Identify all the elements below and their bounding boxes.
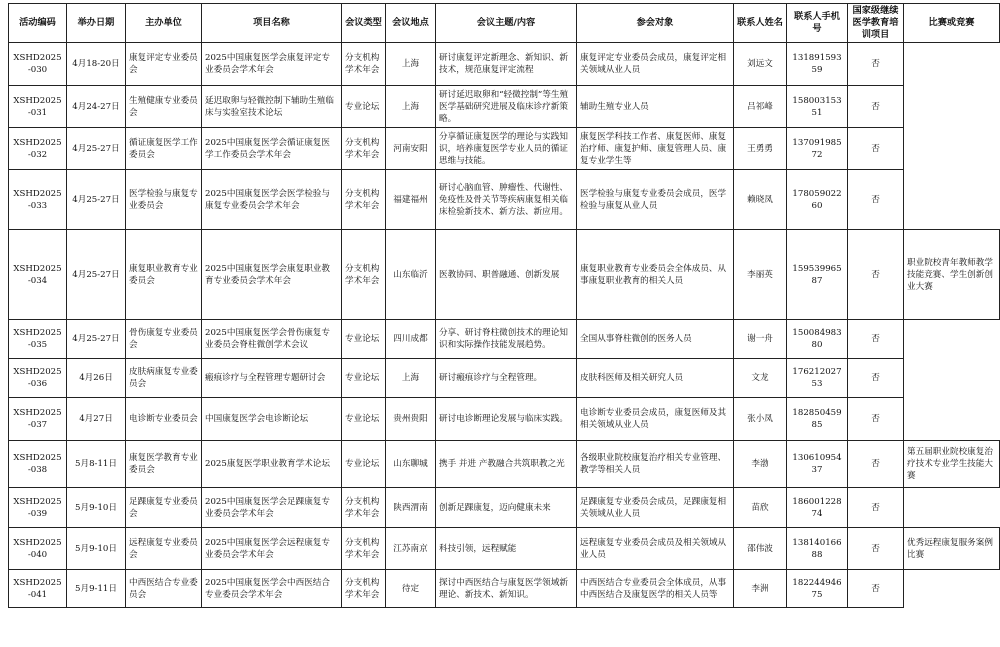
cell-org: 生殖健康专业委员会 [126, 86, 202, 128]
cell-cme: 否 [848, 230, 904, 320]
header-audience: 参会对象 [577, 4, 734, 43]
cell-contact: 苗欣 [734, 488, 787, 528]
cell-org: 中西医结合专业委员会 [126, 570, 202, 608]
cell-date: 4月25-27日 [67, 320, 126, 359]
cell-contact: 谢一舟 [734, 320, 787, 359]
cell-phone: 18600122874 [787, 488, 848, 528]
cell-org: 康复职业教育专业委员会 [126, 230, 202, 320]
cell-contact: 李洲 [734, 570, 787, 608]
cell-cme: 否 [848, 488, 904, 528]
cell-org: 骨伤康复专业委员会 [126, 320, 202, 359]
cell-audience: 辅助生殖专业人员 [577, 86, 734, 128]
cell-contest [904, 128, 1000, 170]
cell-cme: 否 [848, 320, 904, 359]
cell-cme: 否 [848, 170, 904, 230]
cell-type: 专业论坛 [342, 398, 386, 441]
table-row [9, 441, 1000, 488]
cell-code: XSHD2025-039 [9, 488, 67, 528]
header-theme: 会议主题/内容 [436, 4, 577, 43]
document-page [8, 3, 999, 608]
header-org: 主办单位 [126, 4, 202, 43]
cell-contact: 李渤 [734, 441, 787, 488]
cell-org: 足踝康复专业委员会 [126, 488, 202, 528]
cell-phone: 15008498380 [787, 320, 848, 359]
cell-audience: 足踝康复专业委员会成员，足踝康复相关领域从业人员 [577, 488, 734, 528]
cell-phone: 15953996587 [787, 230, 848, 320]
cell-org: 皮肤病康复专业委员会 [126, 359, 202, 398]
cell-type: 分支机构学术年会 [342, 488, 386, 528]
cell-date: 4月26日 [67, 359, 126, 398]
header-cme: 国家级继续医学教育培训项目 [848, 4, 904, 43]
cell-contest: 第五届职业院校康复治疗技术专业学生技能大赛 [904, 441, 1000, 488]
cell-code: XSHD2025-034 [9, 230, 67, 320]
cell-phone: 13709198572 [787, 128, 848, 170]
header-place: 会议地点 [386, 4, 436, 43]
cell-cme: 否 [848, 359, 904, 398]
cell-name: 中国康复医学会电诊断论坛 [202, 398, 342, 441]
cell-theme: 研讨电诊断理论发展与临床实践。 [436, 398, 577, 441]
cell-type: 专业论坛 [342, 86, 386, 128]
cell-contest [904, 320, 1000, 359]
cell-date: 4月24-27日 [67, 86, 126, 128]
cell-place: 贵州贵阳 [386, 398, 436, 441]
header-date: 举办日期 [67, 4, 126, 43]
cell-contest: 职业院校青年教师教学技能竞赛、学生创新创业大赛 [904, 230, 1000, 320]
table-row [9, 128, 1000, 170]
cell-theme: 分享循证康复医学的理论与实践知识，培养康复医学专业人员的循证思维与技能。 [436, 128, 577, 170]
header-row [9, 4, 1000, 43]
table-row [9, 43, 1000, 86]
cell-date: 4月25-27日 [67, 230, 126, 320]
cell-name: 2025中国康复医学会康复评定专业委员会学术年会 [202, 43, 342, 86]
table-row [9, 86, 1000, 128]
cell-place: 山东临沂 [386, 230, 436, 320]
cell-date: 4月27日 [67, 398, 126, 441]
cell-phone: 18285045985 [787, 398, 848, 441]
cell-name: 2025中国康复医学会中西医结合专业委员会学术年会 [202, 570, 342, 608]
cell-org: 康复医学教育专业委员会 [126, 441, 202, 488]
cell-audience: 康复评定专业委员会成员，康复评定相关领域从业人员 [577, 43, 734, 86]
cell-date: 5月9-10日 [67, 488, 126, 528]
cell-contest [904, 359, 1000, 398]
cell-phone: 13189159359 [787, 43, 848, 86]
table-row [9, 359, 1000, 398]
cell-type: 专业论坛 [342, 320, 386, 359]
cell-org: 电诊断专业委员会 [126, 398, 202, 441]
cell-contest [904, 43, 1000, 86]
cell-cme: 否 [848, 528, 904, 570]
cell-audience: 中西医结合专业委员会全体成员，从事中西医结合及康复医学的相关人员等 [577, 570, 734, 608]
cell-code: XSHD2025-036 [9, 359, 67, 398]
cell-place: 福建福州 [386, 170, 436, 230]
header-code: 活动编码 [9, 4, 67, 43]
cell-name: 2025中国康复医学会医学检验与康复专业委员会学术年会 [202, 170, 342, 230]
table-row [9, 320, 1000, 359]
cell-cme: 否 [848, 398, 904, 441]
cell-name: 2025中国康复医学会骨伤康复专业委员会脊柱微创学术会议 [202, 320, 342, 359]
cell-contest [904, 398, 1000, 441]
cell-audience: 全国从事脊柱微创的医务人员 [577, 320, 734, 359]
cell-org: 远程康复专业委员会 [126, 528, 202, 570]
cell-date: 5月9-11日 [67, 570, 126, 608]
cell-contact: 文龙 [734, 359, 787, 398]
cell-contest [904, 170, 1000, 230]
cell-audience: 康复医学科技工作者、康复医师、康复治疗师、康复护师、康复管理人员、康复专业学生等 [577, 128, 734, 170]
cell-code: XSHD2025-041 [9, 570, 67, 608]
cell-theme: 探讨中西医结合与康复医学领域新理论、新技术、新知识。 [436, 570, 577, 608]
cell-place: 四川成都 [386, 320, 436, 359]
cell-code: XSHD2025-040 [9, 528, 67, 570]
cell-theme: 研讨瘢痕诊疗与全程管理。 [436, 359, 577, 398]
cell-code: XSHD2025-038 [9, 441, 67, 488]
table-row [9, 230, 1000, 320]
cell-date: 4月18-20日 [67, 43, 126, 86]
cell-name: 2025中国康复医学会远程康复专业委员会学术年会 [202, 528, 342, 570]
header-type: 会议类型 [342, 4, 386, 43]
cell-name: 延迟取卵与轻微控制下辅助生殖临床与实验室技术论坛 [202, 86, 342, 128]
cell-contest [904, 488, 1000, 528]
cell-theme: 研讨延迟取卵和“轻微控制”等生殖医学基础研究进展及临床诊疗新策略。 [436, 86, 577, 128]
cell-contact: 李丽英 [734, 230, 787, 320]
cell-phone: 15800315351 [787, 86, 848, 128]
cell-audience: 医学检验与康复专业委员会成员，医学检验与康复从业人员 [577, 170, 734, 230]
cell-phone: 13061095437 [787, 441, 848, 488]
cell-contest [904, 570, 1000, 608]
cell-theme: 创新足踝康复，迈向健康未来 [436, 488, 577, 528]
cell-code: XSHD2025-033 [9, 170, 67, 230]
cell-theme: 携手 并进 产教融合共筑职教之光 [436, 441, 577, 488]
cell-code: XSHD2025-030 [9, 43, 67, 86]
cell-org: 医学检验与康复专业委员会 [126, 170, 202, 230]
cell-phone: 17805902260 [787, 170, 848, 230]
cell-phone: 18224494675 [787, 570, 848, 608]
cell-type: 专业论坛 [342, 359, 386, 398]
cell-contact: 吕祁峰 [734, 86, 787, 128]
header-name: 项目名称 [202, 4, 342, 43]
cell-phone: 13814016688 [787, 528, 848, 570]
cell-org: 康复评定专业委员会 [126, 43, 202, 86]
cell-code: XSHD2025-037 [9, 398, 67, 441]
cell-name: 2025康复医学职业教育学术论坛 [202, 441, 342, 488]
cell-name: 2025中国康复医学会循证康复医学工作委员会学术年会 [202, 128, 342, 170]
cell-contact: 邵伟波 [734, 528, 787, 570]
cell-theme: 医教协同、职普融通、创新发展 [436, 230, 577, 320]
cell-code: XSHD2025-031 [9, 86, 67, 128]
cell-theme: 分享、研讨脊柱微创技术的理论知识和实际操作技能发展趋势。 [436, 320, 577, 359]
cell-type: 专业论坛 [342, 441, 386, 488]
cell-place: 山东聊城 [386, 441, 436, 488]
cell-place: 陕西渭南 [386, 488, 436, 528]
cell-contact: 王勇勇 [734, 128, 787, 170]
cell-date: 4月25-27日 [67, 128, 126, 170]
cell-type: 分支机构学术年会 [342, 170, 386, 230]
cell-audience: 康复职业教育专业委员会全体成员、从事康复职业教育的相关人员 [577, 230, 734, 320]
cell-name: 2025中国康复医学会康复职业教育专业委员会学术年会 [202, 230, 342, 320]
cell-theme: 研讨康复评定新理念、新知识、新技术，规范康复评定流程 [436, 43, 577, 86]
cell-type: 分支机构学术年会 [342, 528, 386, 570]
cell-contact: 张小凤 [734, 398, 787, 441]
cell-place: 上海 [386, 86, 436, 128]
cell-contact: 赖晓凤 [734, 170, 787, 230]
cell-place: 江苏南京 [386, 528, 436, 570]
cell-place: 待定 [386, 570, 436, 608]
cell-type: 分支机构学术年会 [342, 230, 386, 320]
cell-theme: 科技引领，远程赋能 [436, 528, 577, 570]
cell-date: 5月9-10日 [67, 528, 126, 570]
cell-audience: 电诊断专业委员会成员，康复医师及其相关领域从业人员 [577, 398, 734, 441]
cell-type: 分支机构学术年会 [342, 43, 386, 86]
cell-code: XSHD2025-032 [9, 128, 67, 170]
cell-place: 上海 [386, 43, 436, 86]
cell-org: 循证康复医学工作委员会 [126, 128, 202, 170]
cell-date: 5月8-11日 [67, 441, 126, 488]
cell-type: 分支机构学术年会 [342, 570, 386, 608]
cell-audience: 各级职业院校康复治疗相关专业管理、教学等相关人员 [577, 441, 734, 488]
cell-cme: 否 [848, 43, 904, 86]
cell-name: 瘢痕诊疗与全程管理专题研讨会 [202, 359, 342, 398]
cell-name: 2025中国康复医学会足踝康复专业委员会学术年会 [202, 488, 342, 528]
cell-audience: 远程康复专业委员会成员及相关领域从业人员 [577, 528, 734, 570]
table-row [9, 488, 1000, 528]
cell-place: 上海 [386, 359, 436, 398]
cell-date: 4月25-27日 [67, 170, 126, 230]
cell-audience: 皮肤科医师及相关研究人员 [577, 359, 734, 398]
header-phone: 联系人手机号 [787, 4, 848, 43]
cell-cme: 否 [848, 570, 904, 608]
cell-cme: 否 [848, 441, 904, 488]
cell-contest [904, 86, 1000, 128]
table-row [9, 398, 1000, 441]
cell-phone: 17621202753 [787, 359, 848, 398]
cell-contact: 刘远文 [734, 43, 787, 86]
activity-table [8, 3, 1000, 608]
cell-theme: 研讨心脑血管、肿瘤性、代谢性、免疫性及骨关节等疾病康复相关临床检验新技术、新方法、新应用。 [436, 170, 577, 230]
header-contact: 联系人姓名 [734, 4, 787, 43]
table-row [9, 170, 1000, 230]
header-contest: 比赛或竞赛 [904, 4, 1000, 43]
cell-place: 河南安阳 [386, 128, 436, 170]
cell-cme: 否 [848, 128, 904, 170]
cell-code: XSHD2025-035 [9, 320, 67, 359]
cell-type: 分支机构学术年会 [342, 128, 386, 170]
table-row [9, 570, 1000, 608]
cell-cme: 否 [848, 86, 904, 128]
cell-contest: 优秀远程康复服务案例比赛 [904, 528, 1000, 570]
table-row [9, 528, 1000, 570]
